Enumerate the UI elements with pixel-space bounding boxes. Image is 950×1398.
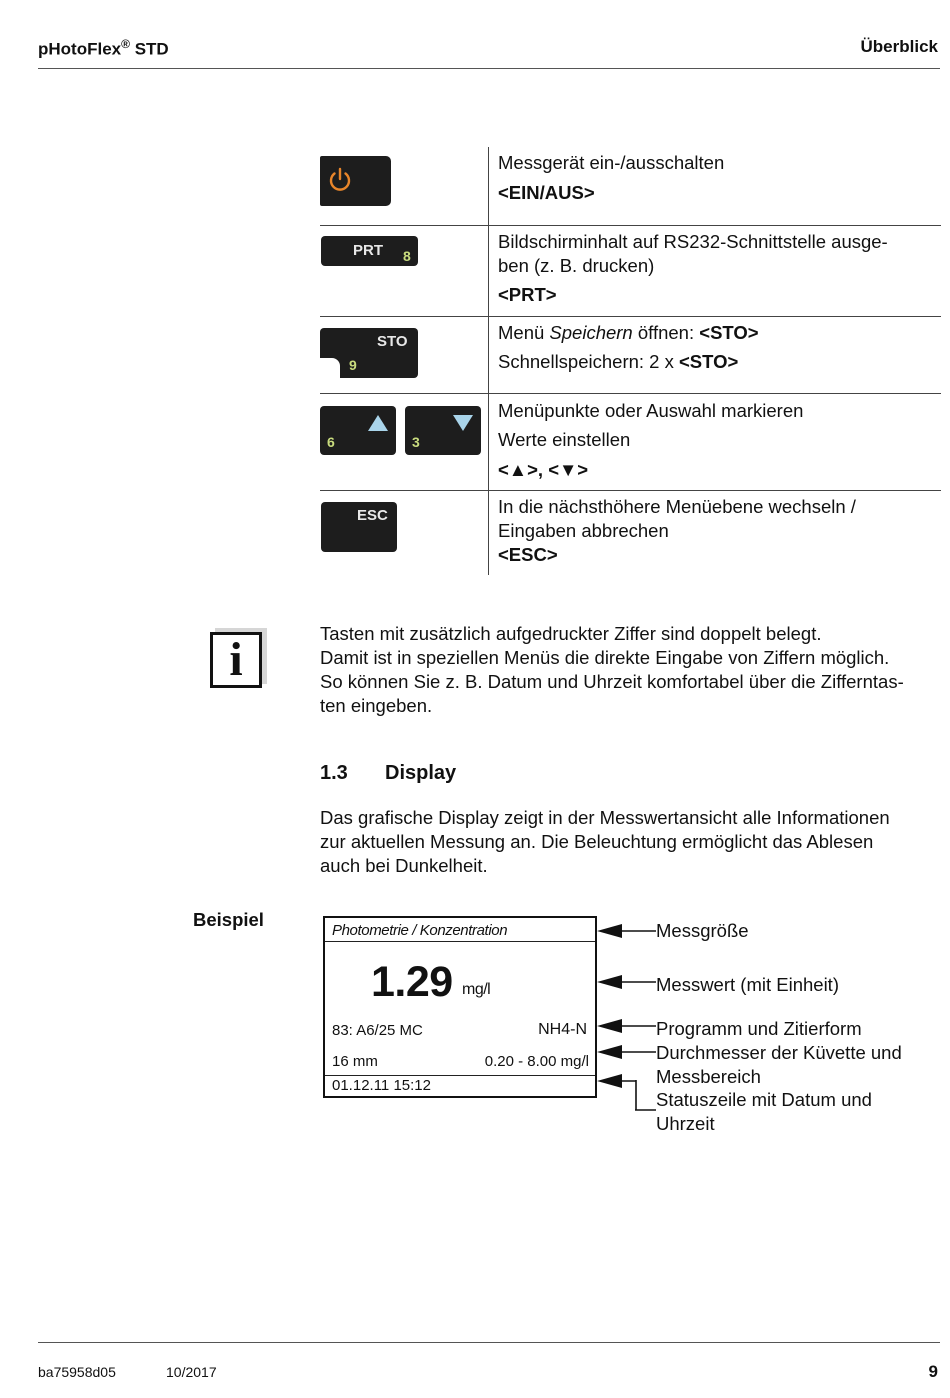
row5-description-line2: Eingaben abbrechen [498,520,669,541]
row5-code: <ESC> [498,544,558,565]
esc-key: ESC [321,502,397,552]
table-row-separator [320,393,941,394]
page-number: 9 [928,1362,938,1381]
lcd-cuvette: 16 mm [332,1053,378,1070]
row4-code: <▲>, <▼> [498,459,589,480]
callout-arrows [596,918,658,1144]
lcd-separator [325,1075,595,1076]
row4-description-line1: Menüpunkte oder Auswahl markieren [498,400,804,421]
row4-description-line2: Werte einstellen [498,429,631,450]
lcd-range: 0.20 - 8.00 mg/l [484,1053,589,1070]
annotation-value: Messwert (mit Einheit) [656,974,839,995]
power-key [320,156,391,206]
section-title: Display [385,762,457,784]
row5-description-line1: In die nächsthöhere Menüebene wechseln / [498,496,856,517]
info-note: Tasten mit zusätzlich aufgedruckter Ziffer sind doppelt belegt. Damit ist in speziellen Menüs die direkte Eingabe von Ziffern möglich. So können Sie z. B. Datum und Uhrzeit komfortabel über die Zifferntas- ten eingeben. [320,623,904,716]
row2-description-line1: Bildschirminhalt auf RS232-Schnittstelle ausge- [498,231,888,252]
row3-description-line2: Schnellspeichern: 2 x <STO> [498,351,739,372]
lcd-value: 1.29 [371,958,453,1006]
row2-description-line2: ben (z. B. drucken) [498,255,655,276]
annotation-program: Programm und Zitierform [656,1018,862,1039]
table-row-separator [320,490,941,491]
annotation-quantity: Messgröße [656,920,749,941]
header-rule [38,68,940,69]
row1-code: <EIN/AUS> [498,182,595,203]
lcd-separator [325,941,595,942]
power-icon [325,165,355,195]
info-icon: i [210,632,262,688]
section-number: 1.3 [320,762,348,784]
table-divider-vertical [488,147,489,575]
annotation-cuvette: Durchmesser der Küvette und [656,1042,902,1063]
table-row-separator [320,316,941,317]
down-key: 3 [405,406,481,455]
footer-doc-id: ba75958d05 [38,1364,116,1380]
footer-rule [38,1342,940,1343]
annotation-status: Statuszeile mit Datum und [656,1089,872,1110]
lcd-program: 83: A6/25 MC [332,1022,423,1039]
footer-date: 10/2017 [166,1364,217,1380]
up-triangle-icon [367,414,389,432]
lcd-citation: NH4-N [538,1021,587,1038]
lcd-status: 01.12.11 15:12 [332,1077,431,1094]
lcd-quantity: Photometrie / Konzentration [332,922,508,939]
annotation-time: Uhrzeit [656,1113,715,1134]
prt-key: PRT 8 [321,236,418,266]
running-header-section: Überblick [860,37,938,56]
row3-description-line1: Menü Speichern öffnen: <STO> [498,322,759,343]
section-paragraph: Das grafische Display zeigt in der Messwertansicht alle Informationen zur aktuellen Messung an. Die Beleuchtung ermöglicht das Ablesen auch bei Dunkelheit. [320,807,890,876]
up-key: 6 [320,406,396,455]
running-header-product: pHotoFlex® STD [38,37,169,59]
sto-key: STO 9 [320,328,418,378]
lcd-unit: mg/l [462,981,491,998]
row1-description: Messgerät ein-/ausschalten [498,152,725,173]
lcd-display [323,916,597,1098]
table-row-separator [320,225,941,226]
row2-code: <PRT> [498,284,557,305]
annotation-range: Messbereich [656,1066,761,1087]
down-triangle-icon [452,414,474,432]
example-label: Beispiel [193,909,264,930]
